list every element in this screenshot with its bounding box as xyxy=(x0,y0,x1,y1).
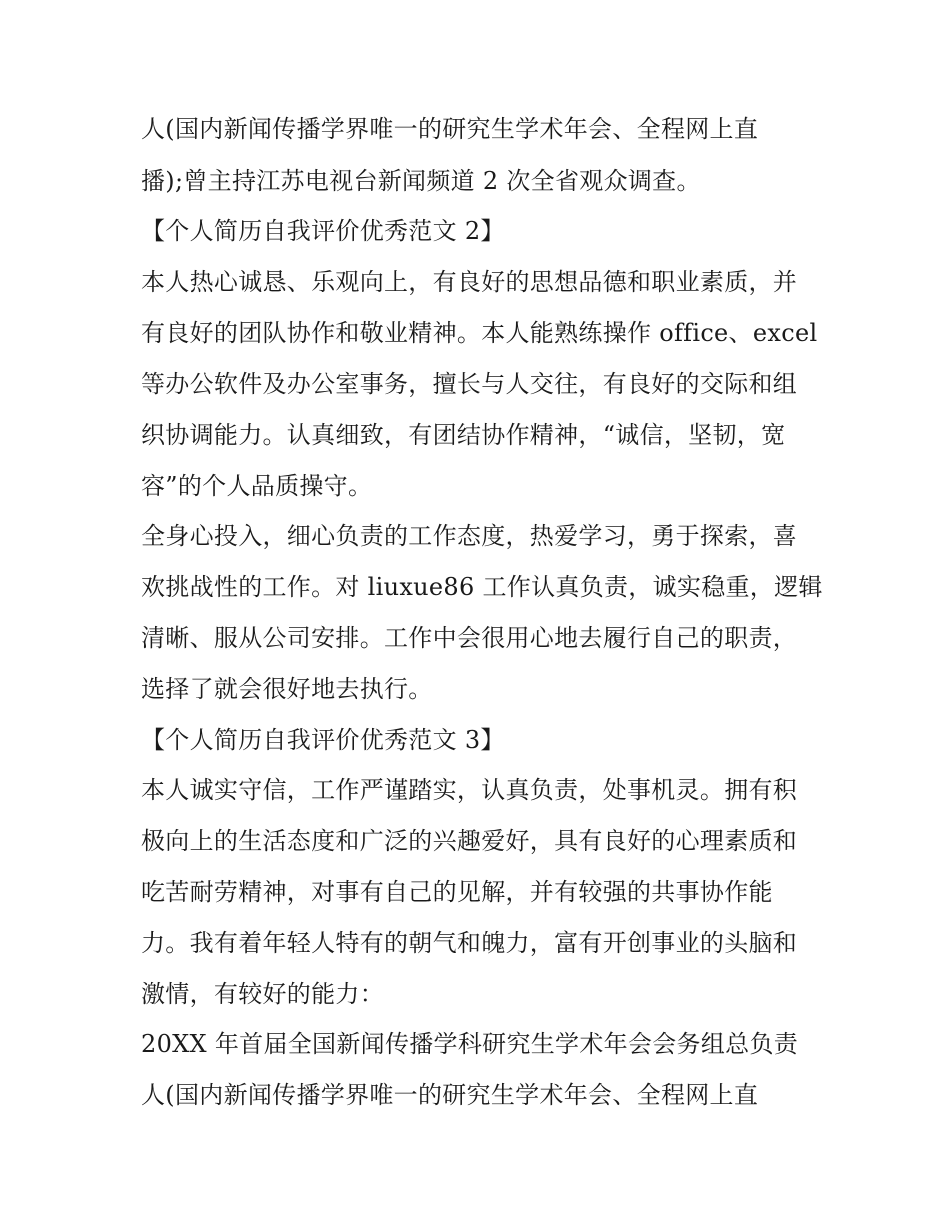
section-heading: 【个人简历自我评价优秀范文 2】 xyxy=(141,217,505,245)
text-line: 吃苦耐劳精神，对事有自己的见解，并有较强的共事协作能 xyxy=(141,878,773,906)
section-heading: 【个人简历自我评价优秀范文 3】 xyxy=(141,726,505,754)
text-line: 全身心投入，细心负责的工作态度，热爱学习，勇于探索，喜 xyxy=(141,522,798,550)
text-line: 20XX 年首届全国新闻传播学科研究生学术年会会务组总负责 xyxy=(141,1030,799,1058)
text-line: 人(国内新闻传播学界唯一的研究生学术年会、全程网上直 xyxy=(141,115,759,143)
text-line: 本人热心诚恳、乐观向上，有良好的思想品德和职业素质，并 xyxy=(141,268,798,296)
text-line: 容”的个人品质操守。 xyxy=(141,472,373,500)
text-line: 激情，有较好的能力： xyxy=(141,980,384,1008)
text-line: 选择了就会很好地去执行。 xyxy=(141,675,433,703)
text-line: 本人诚实守信，工作严谨踏实，认真负责，处事机灵。拥有积 xyxy=(141,776,798,804)
text-line: 播);曾主持江苏电视台新闻频道 2 次全省观众调查。 xyxy=(141,167,701,195)
text-line: 人(国内新闻传播学界唯一的研究生学术年会、全程网上直 xyxy=(141,1081,759,1109)
text-line: 织协调能力。认真细致，有团结协作精神，“诚信，坚韧，宽 xyxy=(141,421,786,449)
text-line: 力。我有着年轻人特有的朝气和魄力，富有开创事业的头脑和 xyxy=(141,929,798,957)
text-line: 极向上的生活态度和广泛的兴趣爱好，具有良好的心理素质和 xyxy=(141,827,798,855)
text-line: 有良好的团队协作和敬业精神。本人能熟练操作 office、excel xyxy=(141,319,818,347)
text-line: 等办公软件及办公室事务，擅长与人交往，有良好的交际和组 xyxy=(141,370,798,398)
text-line: 清晰、服从公司安排。工作中会很用心地去履行自己的职责， xyxy=(141,624,798,652)
text-line: 欢挑战性的工作。对 liuxue86 工作认真负责，诚实稳重，逻辑 xyxy=(141,573,823,601)
